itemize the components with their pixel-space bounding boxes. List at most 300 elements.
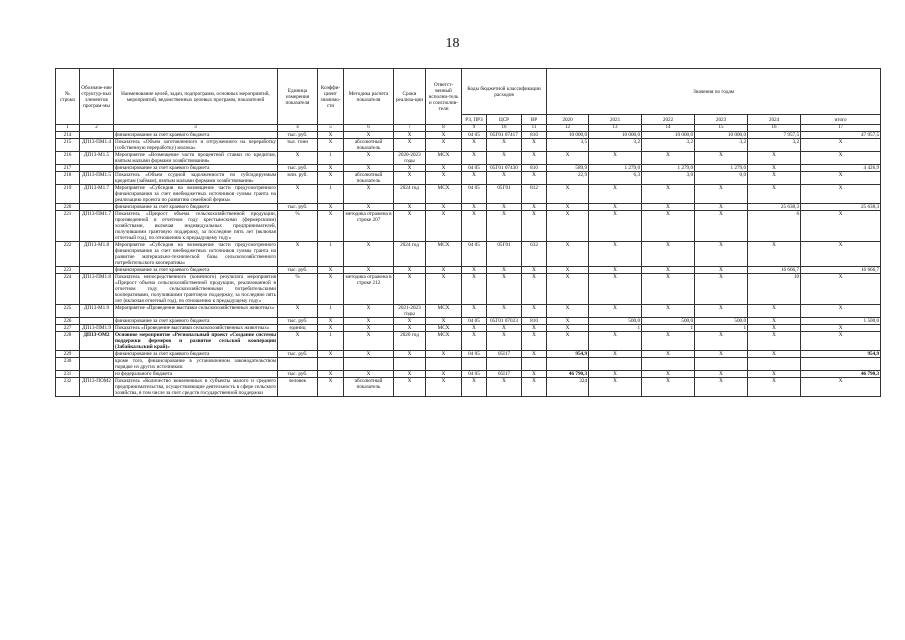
row-designation: ДП13-ПМ1.9 <box>80 325 114 332</box>
row-year-value: X <box>748 242 801 267</box>
row-number: 218 <box>56 172 80 185</box>
header-name: Наименование целей, задач, подпрограмм, основных мероприятий, мероприятий, ведомственных целевых программ, показателей <box>114 69 278 125</box>
row-year-value: X <box>748 152 801 165</box>
row-year-value <box>589 358 642 371</box>
row-code-vr: X <box>522 274 547 305</box>
column-index-cell: 9 <box>462 125 487 132</box>
row-unit: тыс. руб. <box>278 204 318 211</box>
row-total: 1 500,0 <box>801 318 881 325</box>
row-number: 229 <box>56 351 80 358</box>
column-index-cell: 17 <box>801 125 881 132</box>
column-index-cell: 10 <box>487 125 522 132</box>
row-year-value: X <box>642 242 695 267</box>
row-term: X <box>394 318 426 325</box>
row-term: 2024 год <box>394 185 426 204</box>
row-executor: МСХ <box>426 185 462 204</box>
row-code-vr: X <box>522 204 547 211</box>
row-year-value: 3,2 <box>695 139 748 152</box>
row-coef: 1 <box>318 185 344 204</box>
row-year-value: 10 000,0 <box>642 132 695 139</box>
row-method: X <box>344 204 394 211</box>
header-row-no: № строки <box>56 69 80 125</box>
row-year-value: X <box>589 152 642 165</box>
row-designation: ДП13-ОМ2 <box>80 332 114 351</box>
row-executor: X <box>426 139 462 152</box>
row-name: кроме того, финансирование в установленном законодательством порядке из других источников: <box>115 358 276 370</box>
row-coef: X <box>318 371 344 378</box>
row-name: Показатель «Проведение выставки сельскохозяйственных животных» <box>114 325 278 332</box>
row-coef: X <box>318 204 344 211</box>
row-year-value: X <box>589 211 642 242</box>
table-row <box>56 165 881 172</box>
row-code-csr: 05Г01 07023 <box>487 318 522 325</box>
row-code-vr: 810 <box>522 318 547 325</box>
column-index-cell: 2 <box>80 125 114 132</box>
row-number: 221 <box>56 211 80 242</box>
row-year-value: 3,2 <box>589 139 642 152</box>
row-year-value: X <box>695 204 748 211</box>
row-year-value: X <box>695 267 748 274</box>
row-year-value: X <box>695 211 748 242</box>
row-code-vr: X <box>522 332 547 351</box>
row-year-value: X <box>695 332 748 351</box>
row-coef: X <box>318 267 344 274</box>
row-coef: X <box>318 172 344 185</box>
row-year-value: X <box>547 242 589 267</box>
row-method: X <box>344 152 394 165</box>
row-year-value: X <box>695 351 748 358</box>
row-code-rz: X <box>462 378 487 397</box>
row-name: финансирование за счет краевого бюджета <box>114 165 278 172</box>
row-term: 2024 год <box>394 242 426 267</box>
row-designation <box>80 204 114 211</box>
row-code-vr: 812 <box>522 185 547 204</box>
row-code-vr: X <box>522 172 547 185</box>
row-code-csr: X <box>487 172 522 185</box>
row-unit: тыс. руб. <box>278 318 318 325</box>
row-total: X <box>801 325 881 332</box>
row-designation: ДП13-М1.7 <box>80 185 114 204</box>
row-number: 219 <box>56 185 80 204</box>
column-index-cell: 1 <box>56 125 80 132</box>
row-name: финансирование за счет краевого бюджета <box>114 204 278 211</box>
row-year-value: X <box>589 332 642 351</box>
row-method: методика отражена в строке 207 <box>344 211 394 242</box>
row-name: финансирование за счет краевого бюджета <box>114 267 278 274</box>
row-code-csr: 05I17 <box>487 371 522 378</box>
column-index-cell: 12 <box>547 125 589 132</box>
row-coef: 1 <box>318 332 344 351</box>
row-term: X <box>394 378 426 397</box>
row-year-value <box>695 358 748 371</box>
table-row <box>56 318 881 325</box>
row-coef: X <box>318 351 344 358</box>
row-term: X <box>394 267 426 274</box>
row-code-rz: X <box>462 267 487 274</box>
table-header <box>56 69 881 125</box>
row-executor: МСХ <box>426 152 462 165</box>
row-year-value: 10 <box>748 274 801 305</box>
row-total: X <box>801 274 881 305</box>
row-code-rz: X <box>462 274 487 305</box>
row-unit: человек <box>278 378 318 397</box>
row-code-csr: 05Г01 07417 <box>487 132 522 139</box>
row-designation <box>80 371 114 378</box>
row-code-vr: X <box>522 371 547 378</box>
row-year-value: X <box>547 204 589 211</box>
row-year-value: 1 279,0 <box>589 165 642 172</box>
row-year-value: X <box>695 305 748 318</box>
row-year-value: X <box>589 351 642 358</box>
row-code-rz: X <box>462 211 487 242</box>
row-code-vr: X <box>522 351 547 358</box>
column-index-row <box>56 125 881 132</box>
header-total: итого <box>801 115 881 125</box>
row-year-value: X <box>695 274 748 305</box>
row-method: X <box>344 242 394 267</box>
row-year-value: 6 <box>748 211 801 242</box>
row-code-rz: 04 05 <box>462 318 487 325</box>
row-name: Основное мероприятие «Региональный проект «Создание системы поддержки фермеров и развитие сельской кооперации (Забайкальский край)» <box>115 332 276 350</box>
row-unit: X <box>278 242 318 267</box>
row-name: Мероприятие «Субсидия на возмещение части предусмотренного финансирования за счет внебюджетных источников суммы гранта на реализацию проекта по развитию семейной фермы» <box>115 185 276 203</box>
row-name: Показатель «Объем ссудной задолженности по субсидируемым кредитам (займам), взятым малыми формами хозяйствования» <box>115 172 276 184</box>
row-coef: 1 <box>318 242 344 267</box>
row-code-rz: X <box>462 305 487 318</box>
row-number: 228 <box>56 332 80 351</box>
row-designation: ДП13-М1.8 <box>80 242 114 267</box>
row-executor: МСХ <box>426 325 462 332</box>
row-executor: МСХ <box>426 242 462 267</box>
row-code-csr: 05Г01 07430 <box>487 165 522 172</box>
row-year-value: 324 <box>547 378 589 397</box>
row-code-csr: 05I17 <box>487 351 522 358</box>
row-code-rz: X <box>462 332 487 351</box>
row-year-value: X <box>695 378 748 397</box>
row-term: X <box>394 204 426 211</box>
table-row <box>56 152 881 165</box>
row-method: X <box>344 351 394 358</box>
row-total: 16 666,7 <box>801 267 881 274</box>
row-name: финансирование за счет краевого бюджета <box>114 351 278 358</box>
row-year-value: 1 <box>589 325 642 332</box>
table-row <box>56 242 881 267</box>
column-index-cell: 6 <box>344 125 394 132</box>
row-name: Мероприятие «Проведение выставки сельскохозяйственных животных» <box>114 305 278 318</box>
row-number: 216 <box>56 152 80 165</box>
table-row <box>56 332 881 351</box>
row-executor: X <box>426 165 462 172</box>
row-coef: X <box>318 325 344 332</box>
row-total: X <box>801 242 881 267</box>
table-row <box>56 305 881 318</box>
header-coef: Коэффи-циент значимо-сти <box>318 69 344 125</box>
row-code-vr: X <box>522 211 547 242</box>
row-unit: % <box>278 211 318 242</box>
row-term: X <box>394 325 426 332</box>
row-year-value: X <box>589 185 642 204</box>
row-name: Показатель непосредственного (конечного) результата мероприятия «Прирост объема сельскохозяйственной продукции, реализованной в отчетном году сельскохозяйственными потребительскими кооперативами, получившими грантовую поддержку, за последние пять лет (включая отчетный год), по отношению к предыдущему году» <box>115 274 276 304</box>
row-designation <box>80 165 114 172</box>
row-year-value: X <box>547 332 589 351</box>
row-designation: ДП13-М1.9 <box>80 305 114 318</box>
row-executor: X <box>426 204 462 211</box>
row-executor: X <box>426 378 462 397</box>
row-method: X <box>344 267 394 274</box>
row-year-value: 22,9 <box>547 172 589 185</box>
row-method: X <box>344 325 394 332</box>
row-code-rz: 04 05 <box>462 371 487 378</box>
row-method: X <box>344 371 394 378</box>
header-year-2023: 2023 <box>695 115 748 125</box>
row-code-vr: 810 <box>522 132 547 139</box>
row-term: X <box>394 351 426 358</box>
row-year-value: 589,9 <box>547 165 589 172</box>
row-executor: X <box>426 211 462 242</box>
row-unit: тыс. тонн <box>278 139 318 152</box>
row-term: X <box>394 211 426 242</box>
row-year-value: X <box>642 371 695 378</box>
row-year-value: X <box>547 211 589 242</box>
row-method <box>344 358 394 371</box>
row-code-vr: X <box>522 267 547 274</box>
row-code-vr: 632 <box>522 242 547 267</box>
row-total: 25 638,3 <box>801 204 881 211</box>
row-code-vr <box>522 358 547 371</box>
row-code-csr: X <box>487 211 522 242</box>
header-code-rz: РЗ, ПРЗ <box>462 115 487 125</box>
row-code-csr: X <box>487 152 522 165</box>
row-year-value: 10 000,0 <box>695 132 748 139</box>
row-method: X <box>344 185 394 204</box>
table-row <box>56 267 881 274</box>
row-total: X <box>801 152 881 165</box>
row-code-rz: X <box>462 325 487 332</box>
row-year-value: 7 957,5 <box>748 132 801 139</box>
row-designation <box>80 351 114 358</box>
row-number: 215 <box>56 139 80 152</box>
row-unit: тыс. руб. <box>278 371 318 378</box>
row-executor <box>426 358 462 371</box>
row-year-value: 6,3 <box>589 172 642 185</box>
row-designation <box>80 132 114 139</box>
row-year-value: 1 <box>695 325 748 332</box>
table-row <box>56 325 881 332</box>
row-code-rz: X <box>462 204 487 211</box>
row-number: 222 <box>56 242 80 267</box>
table-row <box>56 371 881 378</box>
header-unit: Единица измерения показателя <box>278 69 318 125</box>
row-code-rz: X <box>462 152 487 165</box>
row-year-value: X <box>642 332 695 351</box>
row-unit: тыс. руб. <box>278 267 318 274</box>
row-year-value: 500,0 <box>642 318 695 325</box>
row-code-rz: X <box>462 139 487 152</box>
row-coef: X <box>318 378 344 397</box>
row-year-value: X <box>547 274 589 305</box>
row-code-csr: X <box>487 267 522 274</box>
row-year-value: X <box>547 152 589 165</box>
row-number: 214 <box>56 132 80 139</box>
program-table <box>55 68 881 397</box>
row-designation: ДП13-ПМ1.8 <box>80 274 114 305</box>
row-number: 232 <box>56 378 80 397</box>
row-designation: ДП13-ПОМ2 <box>80 378 114 397</box>
row-year-value: X <box>748 185 801 204</box>
row-year-value: X <box>695 185 748 204</box>
row-code-csr: X <box>487 325 522 332</box>
row-code-rz: 04 05 <box>462 242 487 267</box>
row-number: 231 <box>56 371 80 378</box>
row-code-rz: X <box>462 172 487 185</box>
row-year-value: X <box>547 185 589 204</box>
row-method: X <box>344 132 394 139</box>
row-unit: X <box>278 305 318 318</box>
row-unit: тыс. руб. <box>278 351 318 358</box>
row-year-value: X <box>642 185 695 204</box>
row-executor: X <box>426 371 462 378</box>
row-coef: X <box>318 318 344 325</box>
row-designation <box>80 358 114 371</box>
row-coef: X <box>318 165 344 172</box>
row-number: 217 <box>56 165 80 172</box>
header-executor: Ответст-венный исполни-тель и соисполни-тели <box>426 69 462 125</box>
row-total: 47 957,5 <box>801 132 881 139</box>
row-name: Показатель «Количество вовлеченных в субъекты малого и среднего предпринимательства, осуществляющие деятельность в сфере сельского хозяйства, в том числе за счет средств государственной поддержки <box>115 378 276 396</box>
header-designation: Обозначе-ние структур-ных элементов програм-мы <box>80 69 114 125</box>
row-method: абсолютный показатель <box>344 172 394 185</box>
row-year-value: X <box>642 267 695 274</box>
row-year-value: 3,2 <box>642 139 695 152</box>
row-year-value: X <box>547 267 589 274</box>
column-index-cell: 5 <box>318 125 344 132</box>
row-term: X <box>394 165 426 172</box>
row-total: X <box>801 305 881 318</box>
row-year-value: 3,0 <box>642 172 695 185</box>
row-term <box>394 358 426 371</box>
row-total: X <box>801 185 881 204</box>
row-year-value: X <box>589 371 642 378</box>
row-designation <box>80 267 114 274</box>
row-code-csr: 05Г01 <box>487 185 522 204</box>
row-term: X <box>394 132 426 139</box>
row-year-value: X <box>748 172 801 185</box>
table-row <box>56 211 881 242</box>
row-number: 224 <box>56 274 80 305</box>
row-total: 4 426,9 <box>801 165 881 172</box>
row-year-value: 16 666,7 <box>748 267 801 274</box>
row-code-csr: X <box>487 139 522 152</box>
row-year-value: X <box>748 325 801 332</box>
row-year-value: X <box>748 165 801 172</box>
row-total: X <box>801 172 881 185</box>
row-year-value: X <box>589 242 642 267</box>
row-total <box>801 358 881 371</box>
row-year-value: X <box>642 378 695 397</box>
row-total: X <box>801 139 881 152</box>
row-total: X <box>801 211 881 242</box>
column-index-cell: 14 <box>642 125 695 132</box>
row-code-vr: X <box>522 378 547 397</box>
table-row <box>56 358 881 371</box>
row-year-value: X <box>589 274 642 305</box>
table-row <box>56 132 881 139</box>
header-year-2020: 2020 <box>547 115 589 125</box>
row-year-value: X <box>748 371 801 378</box>
row-year-value: X <box>642 152 695 165</box>
row-year-value: X <box>589 305 642 318</box>
row-year-value <box>642 358 695 371</box>
row-executor: X <box>426 274 462 305</box>
row-unit: % <box>278 274 318 305</box>
row-executor: X <box>426 318 462 325</box>
row-code-rz: 04 05 <box>462 351 487 358</box>
row-coef: X <box>318 139 344 152</box>
row-year-value: 3,5 <box>547 139 589 152</box>
row-term: X <box>394 371 426 378</box>
row-unit: X <box>278 332 318 351</box>
row-year-value: X <box>642 274 695 305</box>
row-code-csr: X <box>487 204 522 211</box>
header-years-group: Значения по годам <box>547 69 881 115</box>
row-year-value: X <box>589 267 642 274</box>
row-method: X <box>344 165 394 172</box>
column-index-cell: 8 <box>426 125 462 132</box>
row-number: 230 <box>56 358 80 371</box>
row-method: X <box>344 332 394 351</box>
row-executor: X <box>426 132 462 139</box>
table-row <box>56 351 881 358</box>
row-term: X <box>394 172 426 185</box>
row-name: Мероприятие «Возмещение части процентной ставки по кредитам, взятым малыми формами хозяйствования» <box>115 152 276 164</box>
column-index-cell: 3 <box>114 125 278 132</box>
row-unit: X <box>278 152 318 165</box>
column-index-cell: 7 <box>394 125 426 132</box>
row-year-value: X <box>748 305 801 318</box>
row-name: Показатель «Прирост объема сельскохозяйственной продукции, произведенной в отчетном году крестьянскими (фермерскими) хозяйствами, включая индивидуальных предпринимателей, получившими грантовую поддержку, за последние пять лет (включая отчетный год), по отношению к предыдущему году» <box>115 211 276 241</box>
row-coef: 1 <box>318 152 344 165</box>
row-executor: X <box>426 267 462 274</box>
row-unit: млн. руб. <box>278 172 318 185</box>
row-code-vr: X <box>522 305 547 318</box>
row-year-value: 25 638,3 <box>748 204 801 211</box>
row-designation: ДП13-ПМ1.5 <box>80 172 114 185</box>
column-index-cell: 4 <box>278 125 318 132</box>
row-unit: единиц <box>278 325 318 332</box>
row-code-rz: 04 05 <box>462 165 487 172</box>
row-total: X <box>801 378 881 397</box>
row-method: X <box>344 305 394 318</box>
header-method: Методика расчета показателя <box>344 69 394 125</box>
row-term: X <box>394 274 426 305</box>
row-executor: МСХ <box>426 332 462 351</box>
header-term: Сроки реализа-ции <box>394 69 426 125</box>
row-year-value: X <box>748 378 801 397</box>
header-year-2024: 2024 <box>748 115 801 125</box>
header-year-2022: 2022 <box>642 115 695 125</box>
row-designation: ДП13-ПМ1.7 <box>80 211 114 242</box>
row-coef: X <box>318 211 344 242</box>
row-year-value: 954,9 <box>547 351 589 358</box>
row-year-value: X <box>642 211 695 242</box>
row-designation: ДП13-М1.5 <box>80 152 114 165</box>
row-year-value: 1 <box>642 325 695 332</box>
row-method: абсолютный показатель <box>344 378 394 397</box>
row-number: 227 <box>56 325 80 332</box>
table-row <box>56 204 881 211</box>
row-term: 2020 год <box>394 332 426 351</box>
row-year-value: X <box>748 351 801 358</box>
